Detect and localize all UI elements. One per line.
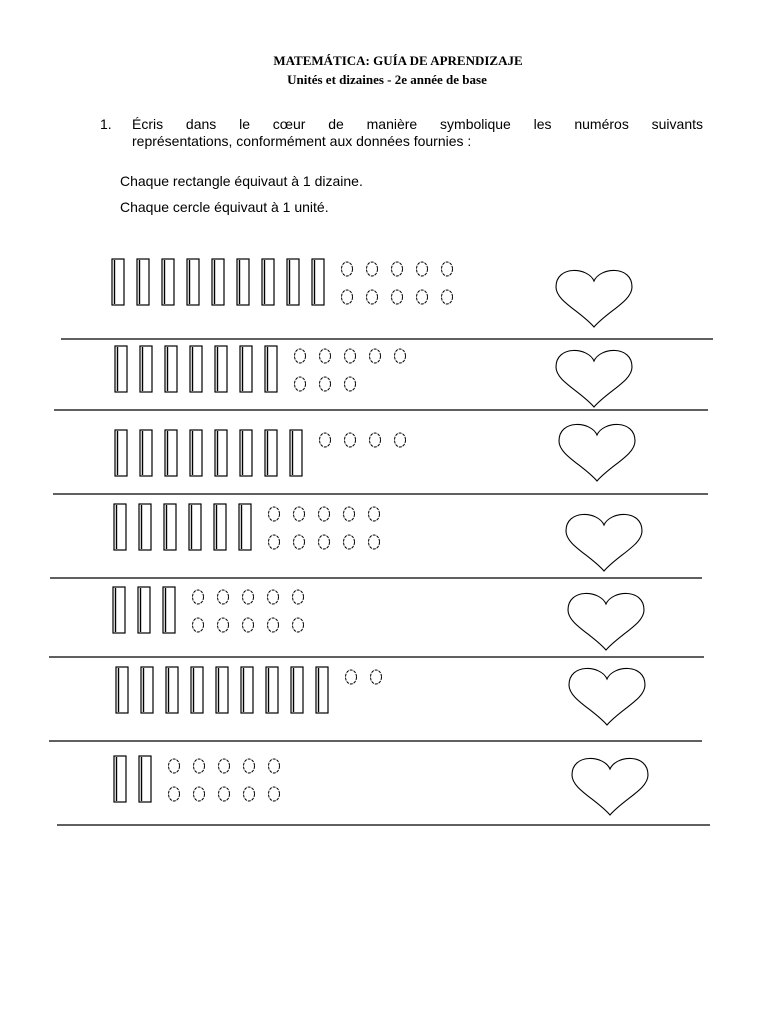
unit-circle [244, 787, 255, 801]
question-number: 1. [100, 116, 112, 132]
heart-answer-box[interactable] [566, 514, 642, 571]
unit-circle [345, 433, 356, 447]
heart-answer-box[interactable] [568, 593, 644, 650]
unit-circle [294, 535, 305, 549]
unit-circle [345, 377, 356, 391]
heart-answer-box[interactable] [572, 758, 648, 815]
unit-circle [295, 349, 306, 363]
unit-circle [268, 590, 279, 604]
unit-circle [344, 507, 355, 521]
unit-circle [344, 535, 355, 549]
question-text-line1: Écris dans le cœur de manière symbolique les numéros suivants [132, 116, 703, 132]
unit-circle [269, 507, 280, 521]
unit-circle [243, 590, 254, 604]
unit-circle [346, 670, 357, 684]
unit-circle [269, 759, 280, 773]
exercise-row [54, 346, 708, 410]
unit-circle [193, 618, 204, 632]
unit-circle [219, 787, 230, 801]
unit-circle [194, 787, 205, 801]
unit-circle [269, 787, 280, 801]
rule-tens: Chaque rectangle équivaut à 1 dizaine. [120, 173, 363, 189]
unit-circle [342, 262, 353, 276]
question-text-line2: représentations, conformément aux données fournies : [132, 133, 472, 149]
unit-circle [395, 433, 406, 447]
unit-circle [442, 262, 453, 276]
unit-circle [194, 759, 205, 773]
unit-circle [395, 349, 406, 363]
exercise-row [49, 667, 702, 741]
unit-circle [169, 759, 180, 773]
unit-circle [345, 349, 356, 363]
unit-circle [219, 759, 230, 773]
exercise-row [50, 504, 702, 578]
exercise-row [49, 587, 704, 657]
exercise-row [57, 756, 710, 825]
unit-circle [320, 433, 331, 447]
unit-circle [342, 290, 353, 304]
unit-circle [295, 377, 306, 391]
unit-circle [320, 377, 331, 391]
heart-answer-box[interactable] [556, 350, 632, 407]
unit-circle [218, 590, 229, 604]
exercise-row [53, 424, 708, 494]
worksheet-title: MATEMÁTICA: GUÍA DE APRENDIZAJE [273, 53, 523, 68]
unit-circle [370, 433, 381, 447]
unit-circle [392, 262, 403, 276]
unit-circle [268, 618, 279, 632]
rule-units: Chaque cercle équivaut à 1 unité. [120, 199, 329, 215]
unit-circle [319, 535, 330, 549]
unit-circle [244, 759, 255, 773]
unit-circle [369, 507, 380, 521]
unit-circle [293, 590, 304, 604]
unit-circle [193, 590, 204, 604]
unit-circle [417, 290, 428, 304]
worksheet-subtitle: Unités et dizaines - 2e année de base [287, 72, 487, 87]
unit-circle [417, 262, 428, 276]
unit-circle [294, 507, 305, 521]
unit-circle [370, 349, 381, 363]
unit-circle [392, 290, 403, 304]
heart-answer-box[interactable] [556, 270, 632, 327]
unit-circle [269, 535, 280, 549]
unit-circle [369, 535, 380, 549]
unit-circle [218, 618, 229, 632]
unit-circle [319, 507, 330, 521]
heart-answer-box[interactable] [559, 424, 635, 481]
unit-circle [169, 787, 180, 801]
unit-circle [293, 618, 304, 632]
unit-circle [442, 290, 453, 304]
exercise-row [61, 259, 713, 339]
unit-circle [320, 349, 331, 363]
heart-answer-box[interactable] [569, 668, 645, 725]
unit-circle [243, 618, 254, 632]
unit-circle [371, 670, 382, 684]
unit-circle [367, 262, 378, 276]
unit-circle [367, 290, 378, 304]
